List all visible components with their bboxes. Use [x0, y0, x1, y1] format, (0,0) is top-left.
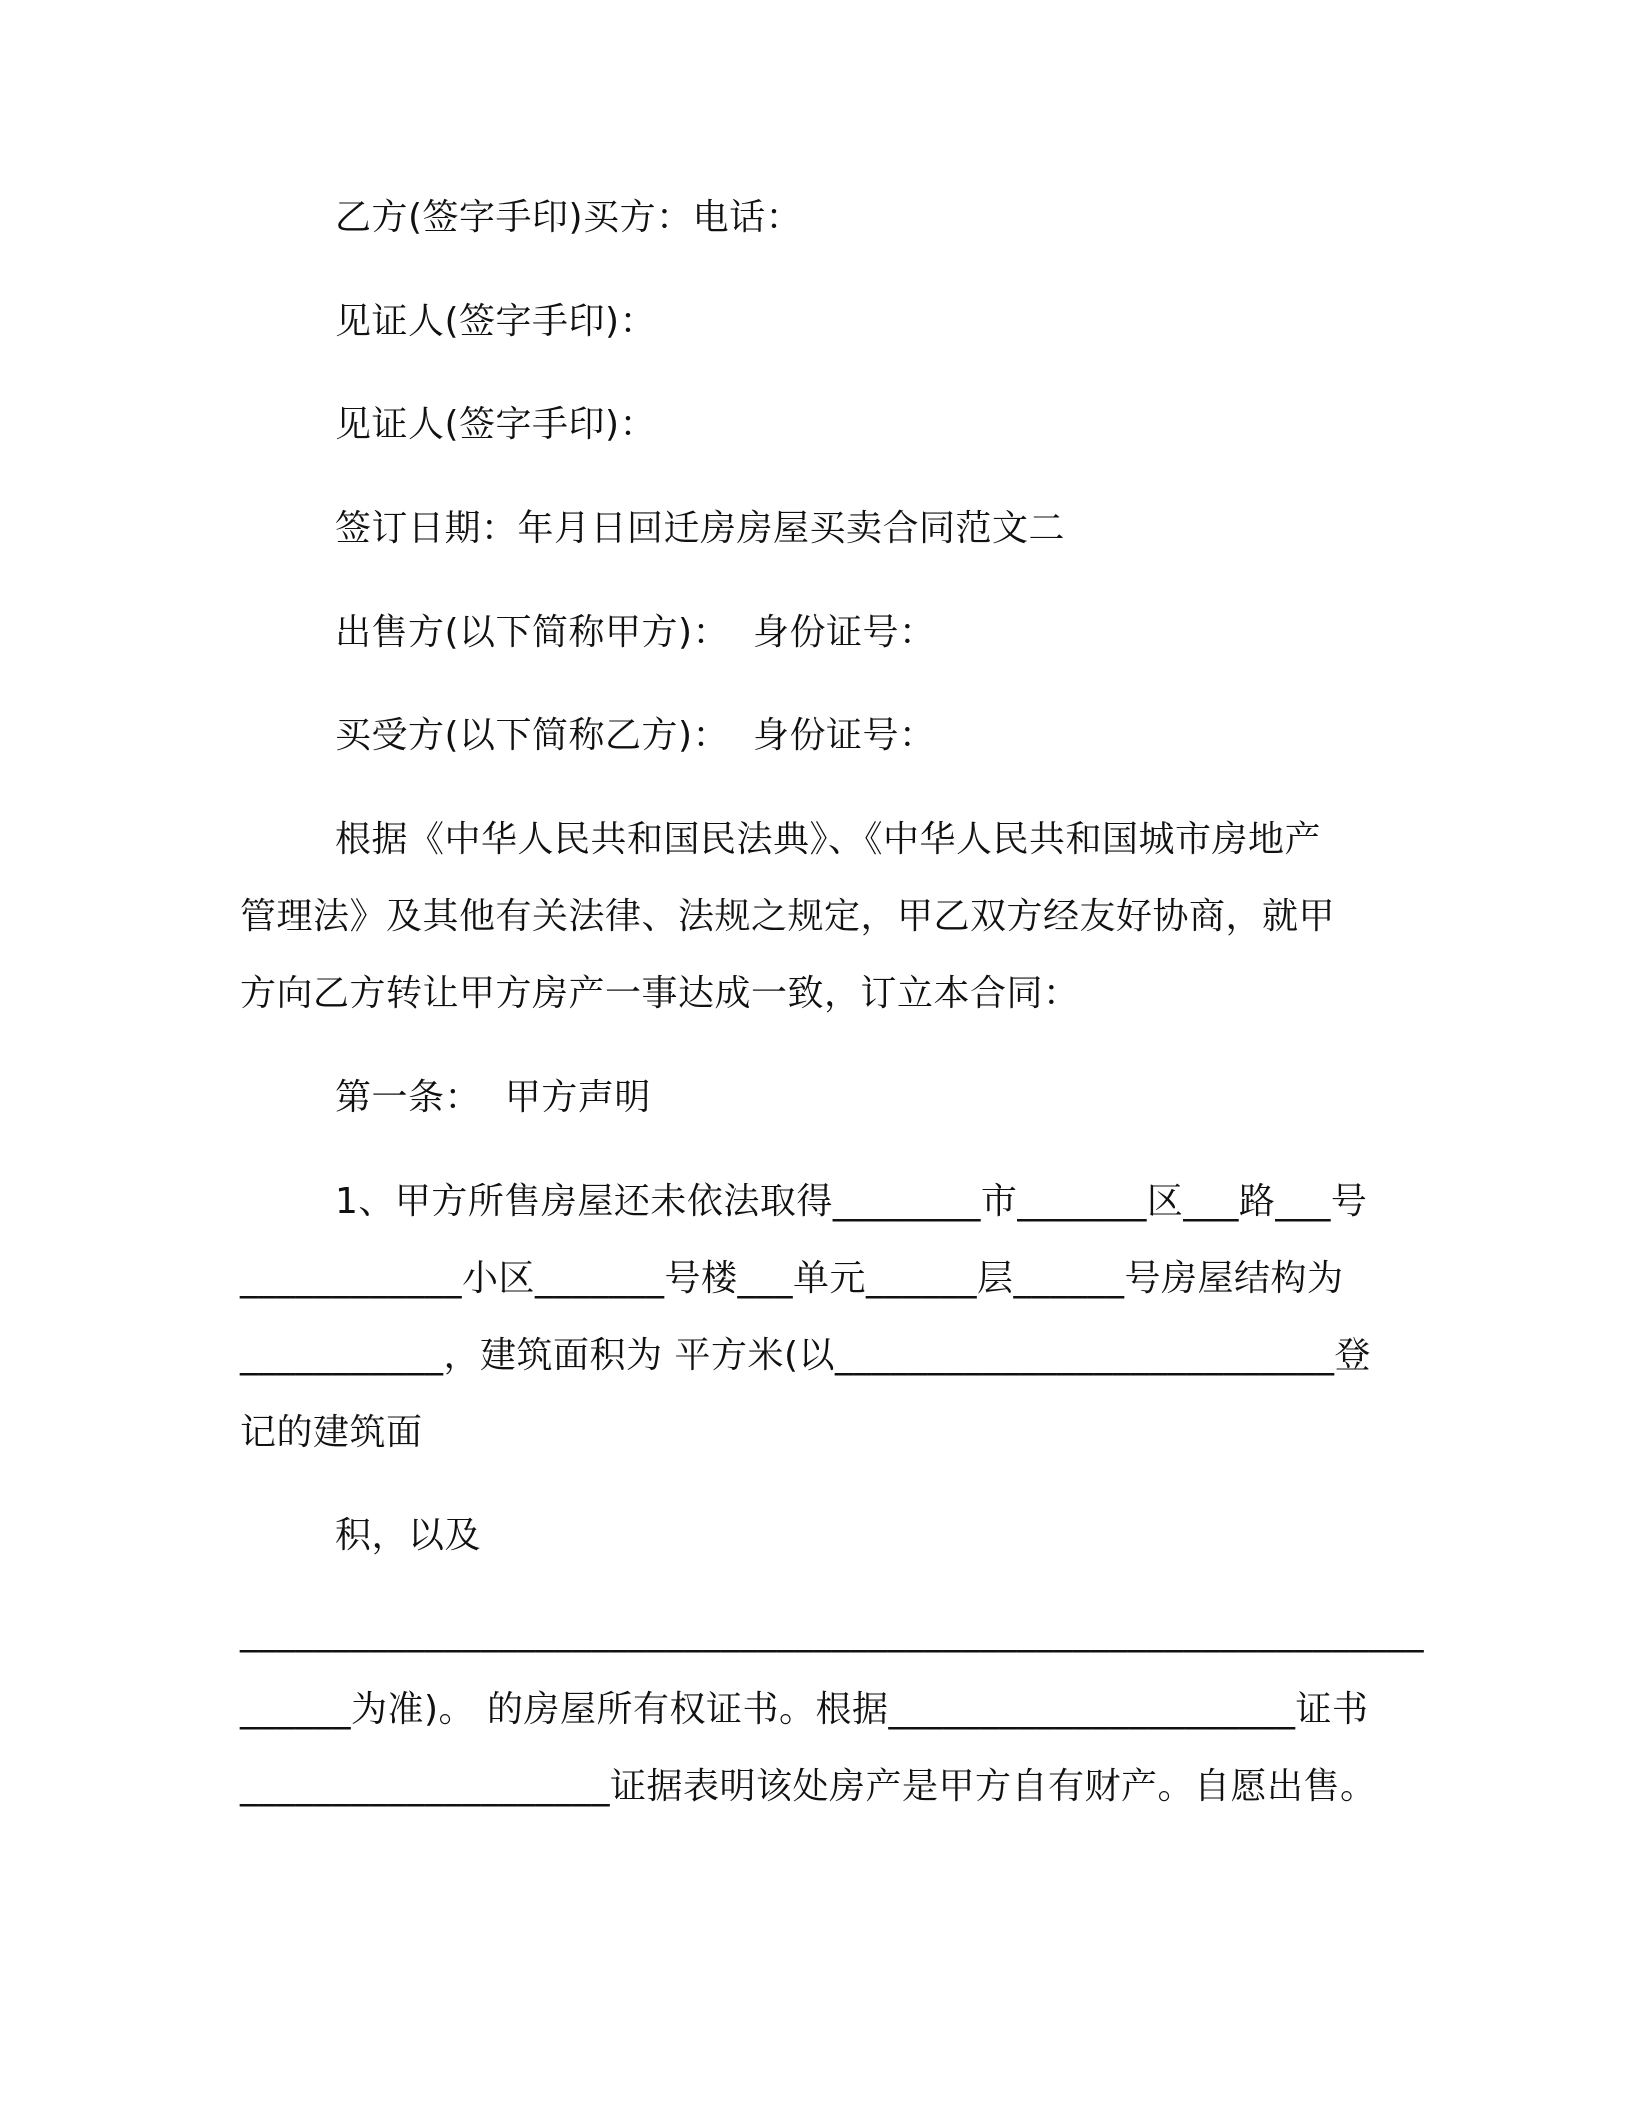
clause-one-tail-line-2: ______为准)。 的房屋所有权证书。根据______________________证书	[240, 1689, 1369, 1730]
clause-one-tail-line-3: ____________________证据表明该处房产是甲方自有财产。自愿出售。	[240, 1766, 1377, 1807]
basis-paragraph-line-2: 管理法》及其他有关法律、法规之规定，甲乙双方经友好协商，就甲	[240, 896, 1336, 937]
witness-signature-line-1: 见证人(签字手印)：	[335, 301, 657, 342]
clause-one-line-2: ____________小区_______号楼___单元______层______号房屋结构为	[240, 1258, 1344, 1299]
seller-line: 出售方(以下简称甲方)： 身份证号：	[335, 612, 936, 653]
basis-paragraph-line-3: 方向乙方转让甲方房产一事达成一致，订立本合同：	[240, 973, 1080, 1014]
party-b-signature-line: 乙方(签字手印)买方：电话：	[335, 197, 803, 238]
clause-one-tail-line-1: ________________________________________________________________	[240, 1612, 1424, 1653]
basis-paragraph-line-1: 根据《中华人民共和国民法典》、《中华人民共和国城市房地产	[335, 819, 1322, 860]
witness-signature-line-2: 见证人(签字手印)：	[335, 404, 657, 445]
article-one-title: 第一条： 甲方声明	[335, 1077, 651, 1118]
clause-one-continuation: 积，以及	[335, 1515, 482, 1556]
signing-date-line: 签订日期：年月日回迁房房屋买卖合同范文二	[335, 508, 1066, 549]
clause-one-line-3: ___________，建筑面积为 平方米(以___________________________登	[240, 1335, 1371, 1376]
clause-one-line-4: 记的建筑面	[240, 1412, 423, 1453]
buyer-line: 买受方(以下简称乙方)： 身份证号：	[335, 715, 936, 756]
clause-one-line-1: 1、甲方所售房屋还未依法取得________市_______区___路___号	[335, 1181, 1368, 1222]
